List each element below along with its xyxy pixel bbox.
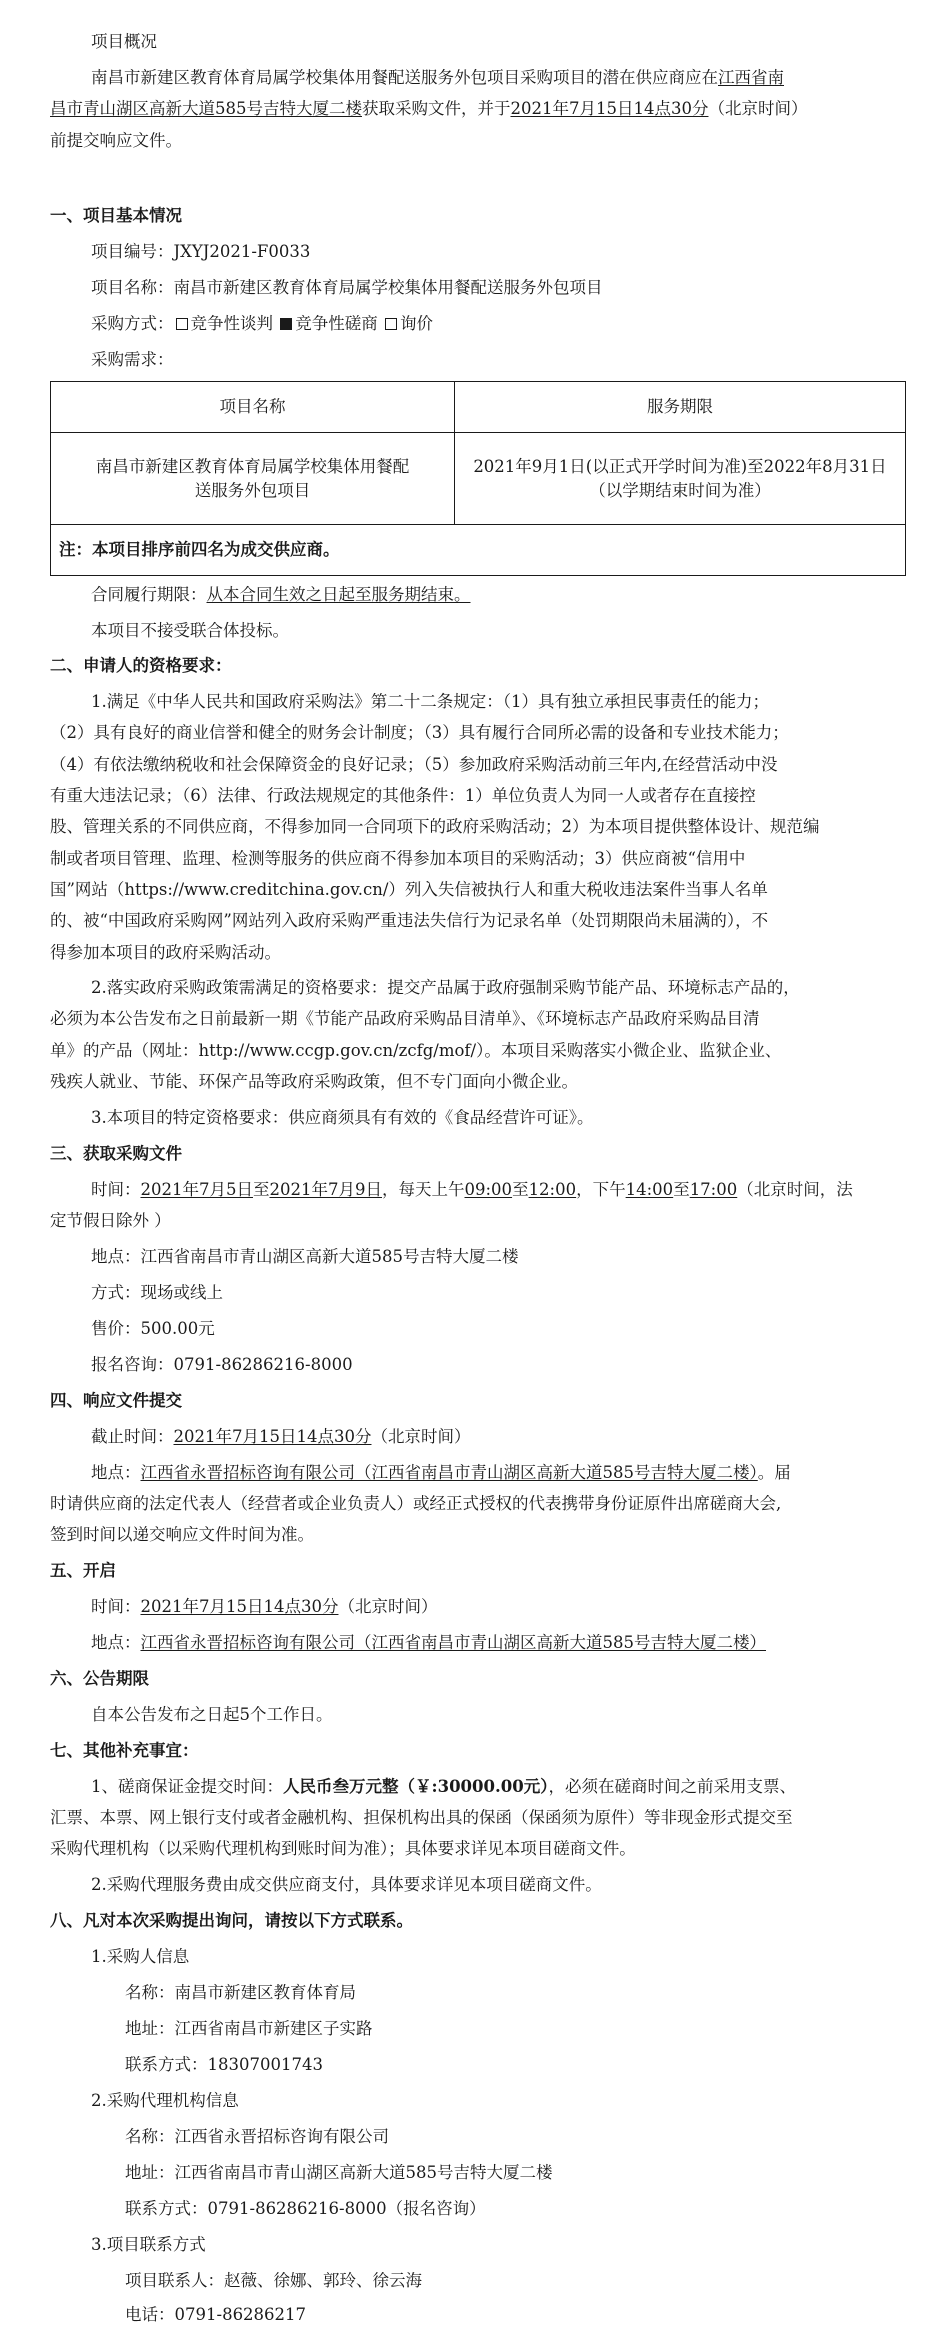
submission-note: 签到时间以递交响应文件时间为准。 bbox=[50, 1525, 314, 1544]
procurement-method: 采购方式： 竞争性谈判 竞争性磋商 询价 bbox=[91, 314, 433, 333]
pickup-place: 地点：江西省南昌市青山湖区高新大道585号吉特大厦二楼 bbox=[91, 1247, 519, 1266]
purchaser-name: 名称：南昌市新建区教育体育局 bbox=[125, 1983, 356, 2002]
project-contact-heading: 3.项目联系方式 bbox=[91, 2235, 206, 2254]
overview-paragraph-line3: 前提交响应文件。 bbox=[50, 131, 182, 150]
agency-info-heading: 2.采购代理机构信息 bbox=[91, 2091, 239, 2110]
policy-line: 2.落实政府采购政策需满足的资格要求：提交产品属于政府强制采购节能产品、环境标志产品的， bbox=[91, 978, 800, 997]
submission-deadline: 截止时间：2021年7月15日14点30分（北京时间） bbox=[91, 1427, 471, 1446]
table-header-name: 项目名称 bbox=[51, 382, 455, 433]
special-requirement: 3.本项目的特定资格要求：供应商须具有有效的《食品经营许可证》。 bbox=[91, 1108, 594, 1127]
section-6-title: 六、公告期限 bbox=[50, 1669, 149, 1688]
project-phone: 电话：0791-86286217 bbox=[125, 2305, 307, 2324]
section-3-title: 三、获取采购文件 bbox=[50, 1144, 182, 1163]
no-consortium-note: 本项目不接受联合体投标。 bbox=[91, 621, 289, 640]
project-contacts: 项目联系人：赵薇、徐娜、郭玲、徐云海 bbox=[125, 2271, 422, 2290]
agency-phone: 联系方式：0791-86286216-8000（报名咨询） bbox=[125, 2199, 486, 2218]
project-name: 项目名称：南昌市新建区教育体育局属学校集体用餐配送服务外包项目 bbox=[91, 278, 603, 297]
service-fee-note: 2.采购代理服务费由成交供应商支付，具体要求详见本项目磋商文件。 bbox=[91, 1875, 602, 1894]
table-cell-project-name: 南昌市新建区教育体育局属学校集体用餐配 送服务外包项目 bbox=[51, 433, 455, 525]
table-header-period: 服务期限 bbox=[455, 382, 906, 433]
qualification-line: 国”网站（https://www.creditchina.gov.cn/）列入失信被执行人和重大税收违法案件当事人名单 bbox=[50, 880, 768, 899]
contract-period: 合同履行期限：从本合同生效之日起至服务期结束。 bbox=[91, 585, 471, 604]
agency-address: 地址：江西省南昌市青山湖区高新大道585号吉特大厦二楼 bbox=[125, 2163, 553, 2182]
qualification-line: 有重大违法记录；（6）法律、行政法规规定的其他条件：1）单位负责人为同一人或者存在直接控 bbox=[50, 786, 756, 805]
purchaser-info-heading: 1.采购人信息 bbox=[91, 1947, 190, 1966]
qualification-line: 1.满足《中华人民共和国政府采购法》第二十二条规定：（1）具有独立承担民事责任的能力； bbox=[91, 692, 769, 711]
section-8-title: 八、凡对本次采购提出询问，请按以下方式联系。 bbox=[50, 1911, 413, 1930]
deposit-line: 1、磋商保证金提交时间：人民币叁万元整（￥:30000.00元），必须在磋商时间之前采用支票、 bbox=[91, 1777, 796, 1796]
table-cell-service-period: 2021年9月1日(以正式开学时间为准)至2022年8月31日 （以学期结束时间为准） bbox=[455, 433, 906, 525]
section-2-title: 二、申请人的资格要求： bbox=[50, 656, 232, 675]
deposit-line: 采购代理机构（以采购代理机构到账时间为准）；具体要求详见本项目磋商文件。 bbox=[50, 1839, 636, 1858]
document-pickup-address: 江西省南 bbox=[718, 68, 784, 87]
section-5-title: 五、开启 bbox=[50, 1561, 116, 1580]
policy-line: 必须为本公告发布之日前最新一期《节能产品政府采购品目清单》、《环境标志产品政府采购品目清 bbox=[50, 1009, 760, 1028]
submission-place: 地点：江西省永晋招标咨询有限公司（江西省南昌市青山湖区高新大道585号吉特大厦二楼）。届 bbox=[91, 1463, 791, 1482]
table-note: 注：本项目排序前四名为成交供应商。 bbox=[51, 525, 906, 576]
project-code: 项目编号：JXYJ2021-F0033 bbox=[91, 242, 311, 261]
qualification-line: 制或者项目管理、监理、检测等服务的供应商不得参加本项目的采购活动；3）供应商被“信用中 bbox=[50, 849, 746, 868]
checkbox-unchecked-icon bbox=[385, 318, 397, 330]
agency-name: 名称：江西省永晋招标咨询有限公司 bbox=[125, 2127, 389, 2146]
checkbox-checked-icon bbox=[280, 318, 292, 330]
section-4-title: 四、响应文件提交 bbox=[50, 1391, 182, 1410]
submission-note: 时请供应商的法定代表人（经营者或企业负责人）或经正式授权的代表携带身份证原件出席磋商大会, bbox=[50, 1494, 782, 1513]
overview-paragraph-line1: 南昌市新建区教育体育局属学校集体用餐配送服务外包项目采购项目的潜在供应商应在江西省南 bbox=[91, 68, 784, 87]
opening-place: 地点：江西省永晋招标咨询有限公司（江西省南昌市青山湖区高新大道585号吉特大厦二楼） bbox=[91, 1633, 766, 1652]
qualification-line: （2）具有良好的商业信誉和健全的财务会计制度；（3）具有履行合同所必需的设备和专业技术能力； bbox=[50, 723, 789, 742]
purchaser-address: 地址：江西省南昌市新建区子实路 bbox=[125, 2019, 373, 2038]
overview-heading: 项目概况 bbox=[91, 32, 157, 51]
section-1-title: 一、项目基本情况 bbox=[50, 206, 182, 225]
deposit-amount: 人民币叁万元整（￥:30000.00元） bbox=[283, 1777, 549, 1796]
qualification-line: 得参加本项目的政府采购活动。 bbox=[50, 943, 281, 962]
pickup-time: 时间：2021年7月5日至2021年7月9日，每天上午09:00至12:00，下午14:00至17:00（北京时间，法 bbox=[91, 1180, 853, 1199]
procurement-demand-label: 采购需求： bbox=[91, 350, 174, 369]
pickup-time-cont: 定节假日除外 ） bbox=[50, 1211, 171, 1230]
requirements-table bbox=[50, 381, 906, 576]
deposit-line: 汇票、本票、网上银行支付或者金融机构、担保机构出具的保函（保函须为原件）等非现金形式提交至 bbox=[50, 1808, 793, 1827]
section-7-title: 七、其他补充事宜： bbox=[50, 1741, 199, 1760]
pickup-mode: 方式：现场或线上 bbox=[91, 1283, 223, 1302]
response-deadline: 2021年7月15日14点30分 bbox=[510, 99, 709, 118]
policy-line: 单》的产品（网址：http://www.ccgp.gov.cn/zcfg/mof/）。本项目采购落实小微企业、监狱企业、 bbox=[50, 1041, 782, 1060]
qualification-line: 股、管理关系的不同供应商，不得参加同一合同项下的政府采购活动；2）为本项目提供整体设计、规范编 bbox=[50, 817, 820, 836]
policy-line: 残疾人就业、节能、环保产品等政府采购政策，但不专门面向小微企业。 bbox=[50, 1072, 578, 1091]
overview-paragraph-line2: 昌市青山湖区高新大道585号吉特大厦二楼获取采购文件，并于2021年7月15日14点30分（北京时间） bbox=[50, 99, 808, 118]
purchaser-phone: 联系方式：18307001743 bbox=[125, 2055, 323, 2074]
qualification-line: （4）有依法缴纳税收和社会保障资金的良好记录；（5）参加政府采购活动前三年内,在经营活动中没 bbox=[50, 755, 778, 774]
document-price: 售价：500.00元 bbox=[91, 1319, 215, 1338]
opening-time: 时间：2021年7月15日14点30分（北京时间） bbox=[91, 1597, 438, 1616]
document-pickup-address-cont: 昌市青山湖区高新大道585号吉特大厦二楼 bbox=[50, 99, 362, 118]
qualification-line: 的、被“中国政府采购网”网站列入政府采购严重违法失信行为记录名单（处罚期限尚未届满的），不 bbox=[50, 911, 769, 930]
checkbox-unchecked-icon bbox=[176, 318, 188, 330]
registration-contact: 报名咨询：0791-86286216-8000 bbox=[91, 1355, 353, 1374]
notice-period: 自本公告发布之日起5个工作日。 bbox=[91, 1705, 333, 1724]
